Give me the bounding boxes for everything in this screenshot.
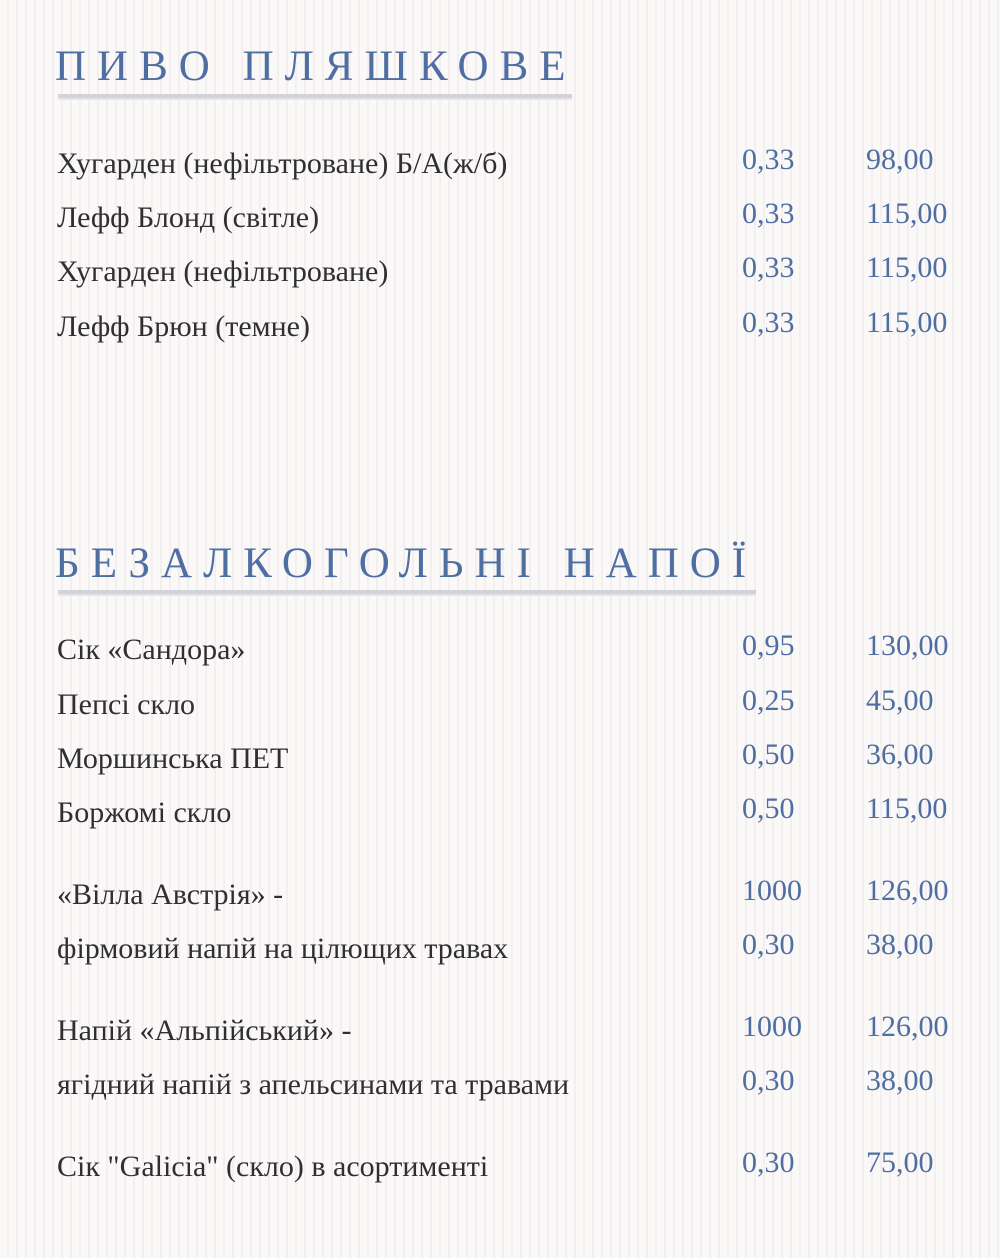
item-volume: 0,33 bbox=[742, 197, 795, 230]
menu-item bbox=[0, 252, 1000, 292]
section-divider bbox=[58, 590, 756, 596]
item-name: Лефф Блонд (світле) bbox=[57, 201, 320, 234]
item-price: 36,00 bbox=[866, 738, 934, 771]
item-volume: 0,33 bbox=[742, 143, 795, 176]
section-title-soft-drinks: БЕЗАЛКОГОЛЬНІ НАПОЇ bbox=[55, 540, 758, 587]
item-price: 115,00 bbox=[866, 251, 948, 284]
menu-item bbox=[0, 1065, 1000, 1105]
item-volume: 0,95 bbox=[742, 629, 795, 662]
item-name: Лефф Брюн (темне) bbox=[57, 310, 310, 343]
menu-item bbox=[0, 307, 1000, 347]
item-name: Моршинська ПЕТ bbox=[57, 742, 289, 775]
item-volume: 0,50 bbox=[742, 792, 795, 825]
item-name: «Вілла Австрія» - bbox=[57, 878, 284, 911]
menu-item bbox=[0, 685, 1000, 725]
item-price: 38,00 bbox=[866, 928, 934, 961]
menu-item bbox=[0, 198, 1000, 238]
item-price: 38,00 bbox=[866, 1064, 934, 1097]
item-name: Напій «Альпійський» - bbox=[57, 1014, 352, 1047]
item-volume: 0,25 bbox=[742, 684, 795, 717]
item-price: 115,00 bbox=[866, 197, 948, 230]
menu-item bbox=[0, 793, 1000, 833]
item-price: 98,00 bbox=[866, 143, 934, 176]
item-volume: 1000 bbox=[742, 1010, 802, 1043]
item-volume: 0,30 bbox=[742, 1146, 795, 1179]
menu-item bbox=[0, 929, 1000, 969]
item-volume: 0,30 bbox=[742, 928, 795, 961]
item-name: ягідний напій з апельсинами та травами bbox=[57, 1068, 570, 1101]
menu-item bbox=[0, 1147, 1000, 1187]
item-volume: 0,50 bbox=[742, 738, 795, 771]
item-volume: 0,33 bbox=[742, 306, 795, 339]
item-name: Хугарден (нефільтроване) bbox=[57, 255, 389, 288]
item-name: Пепсі скло bbox=[57, 688, 196, 721]
item-price: 126,00 bbox=[866, 1010, 949, 1043]
menu-item bbox=[0, 739, 1000, 779]
menu-item bbox=[0, 144, 1000, 184]
item-name: Хугарден (нефільтроване) Б/А(ж/б) bbox=[57, 147, 508, 180]
section-divider bbox=[58, 94, 572, 100]
item-price: 115,00 bbox=[866, 306, 948, 339]
menu-item bbox=[0, 875, 1000, 915]
item-price: 115,00 bbox=[866, 792, 948, 825]
item-price: 126,00 bbox=[866, 874, 949, 907]
item-price: 45,00 bbox=[866, 684, 934, 717]
menu-item bbox=[0, 1011, 1000, 1051]
item-name: Боржомі скло bbox=[57, 796, 232, 829]
item-name: Сік "Galicia" (скло) в асортименті bbox=[57, 1150, 489, 1183]
item-volume: 0,30 bbox=[742, 1064, 795, 1097]
item-volume: 1000 bbox=[742, 874, 802, 907]
menu-item bbox=[0, 630, 1000, 670]
item-price: 130,00 bbox=[866, 629, 949, 662]
section-title-bottled-beer: ПИВО ПЛЯШКОВЕ bbox=[55, 43, 577, 90]
item-volume: 0,33 bbox=[742, 251, 795, 284]
item-price: 75,00 bbox=[866, 1146, 934, 1179]
item-name: фірмовий напій на цілющих травах bbox=[57, 932, 509, 965]
item-name: Сік «Сандора» bbox=[57, 633, 246, 666]
